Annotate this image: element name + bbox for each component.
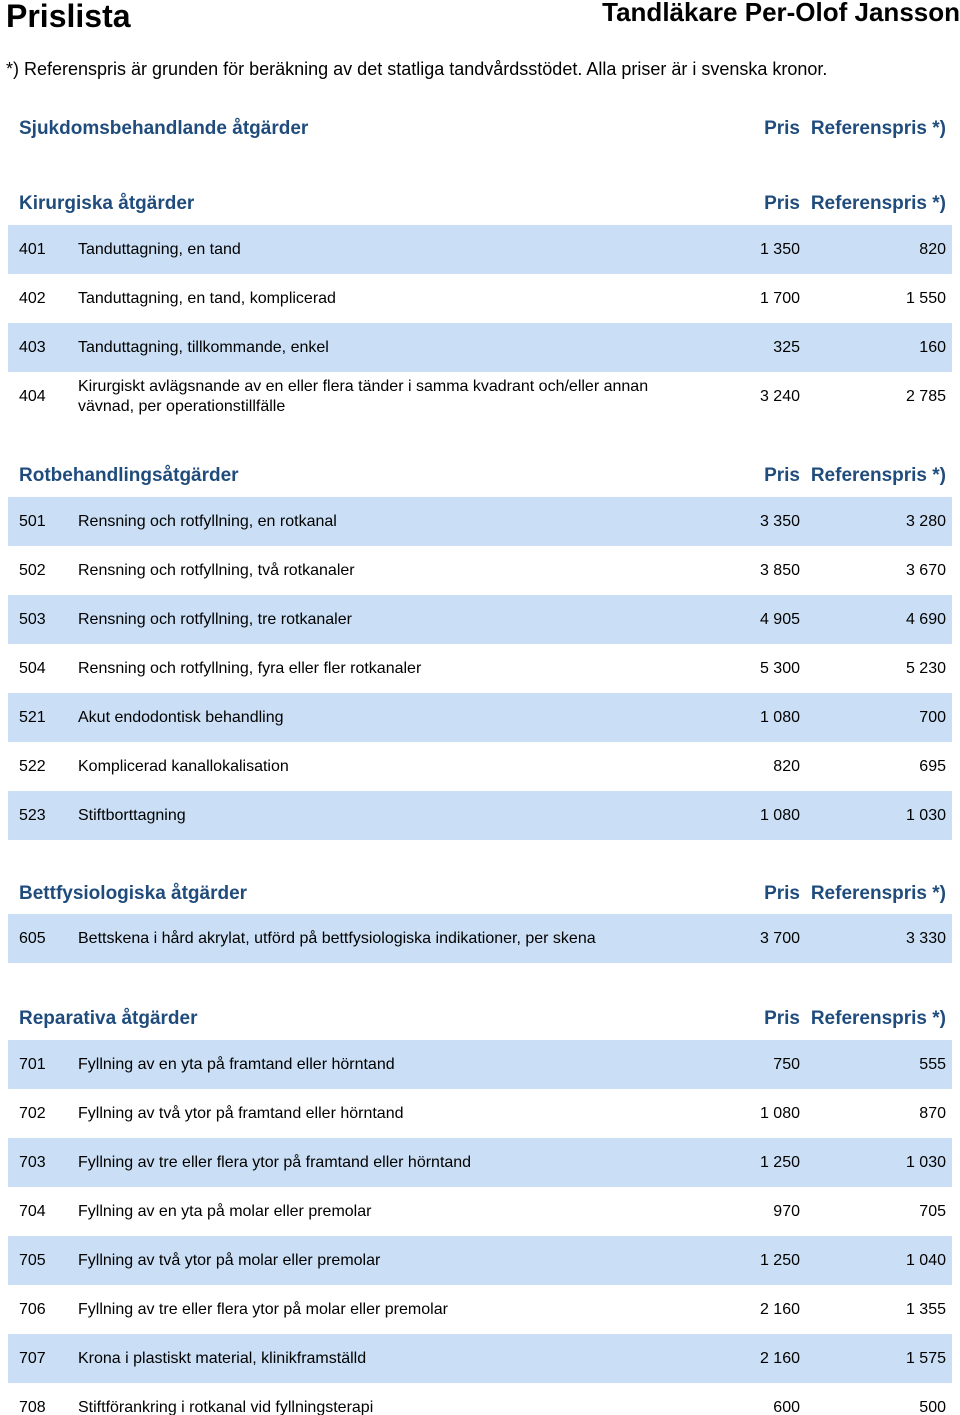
price-value: 3 350 — [759, 512, 800, 530]
reference-price-value: 820 — [919, 240, 946, 258]
price-value: 3 700 — [759, 929, 800, 947]
price-column-header: Pris — [764, 465, 800, 486]
table-row — [8, 791, 952, 840]
treatment-description: Krona i plastiskt material, klinikframställd — [78, 1349, 367, 1367]
table-row — [8, 644, 952, 693]
price-value: 2 160 — [759, 1300, 800, 1318]
treatment-code: 522 — [19, 757, 46, 775]
price-value: 2 160 — [759, 1349, 800, 1367]
footnote: *) Referenspris är grunden för beräkning av det statliga tandvårdsstödet. Alla priser är i svenska kronor. — [6, 59, 828, 79]
reference-price-value: 3 280 — [905, 512, 946, 530]
table-row — [8, 1334, 952, 1383]
reference-price-value: 3 670 — [905, 561, 946, 579]
page-title: Prislista — [6, 0, 131, 34]
price-column-header: Pris — [764, 193, 800, 214]
treatment-code: 702 — [19, 1104, 46, 1122]
treatment-code: 704 — [19, 1202, 46, 1220]
price-value: 820 — [773, 757, 800, 775]
treatment-description: Rensning och rotfyllning, tre rotkanaler — [78, 610, 352, 628]
table-row — [8, 1236, 952, 1285]
section-title: Kirurgiska åtgärder — [19, 193, 195, 214]
price-column-header: Pris — [764, 118, 800, 139]
price-value: 1 080 — [759, 708, 800, 726]
reference-price-value: 1 550 — [905, 289, 946, 307]
treatment-description: Rensning och rotfyllning, en rotkanal — [78, 512, 337, 530]
reference-price-value: 3 330 — [905, 929, 946, 947]
treatment-description: Stiftförankring i rotkanal vid fyllningsterapi — [78, 1398, 374, 1415]
reference-price-value: 700 — [919, 708, 946, 726]
reference-price-value: 1 030 — [905, 806, 946, 824]
section-title: Sjukdomsbehandlande åtgärder — [19, 118, 309, 139]
reference-price-value: 705 — [919, 1202, 946, 1220]
section-header — [8, 463, 952, 493]
table-row — [8, 693, 952, 742]
price-value: 1 080 — [759, 806, 800, 824]
section-header — [8, 116, 952, 146]
table-row — [8, 372, 952, 421]
treatment-description: Rensning och rotfyllning, två rotkanaler — [78, 561, 355, 579]
table-row — [8, 323, 952, 372]
table-row — [8, 1138, 952, 1187]
price-value: 3 240 — [759, 387, 800, 405]
section-header — [8, 191, 952, 221]
treatment-code: 504 — [19, 659, 46, 677]
reference-price-value: 1 355 — [905, 1300, 946, 1318]
reference-price-value: 5 230 — [905, 659, 946, 677]
treatment-description: Stiftborttagning — [78, 806, 186, 824]
reference-price-value: 2 785 — [905, 387, 946, 405]
reference-price-column-header: Referenspris *) — [810, 883, 946, 904]
treatment-code: 401 — [19, 240, 46, 258]
table-row — [8, 1040, 952, 1089]
price-value: 1 250 — [759, 1251, 800, 1269]
treatment-code: 503 — [19, 610, 46, 628]
table-row — [8, 595, 952, 644]
table-row — [8, 1285, 952, 1334]
treatment-code: 521 — [19, 708, 46, 726]
table-row — [8, 225, 952, 274]
treatment-description: Tanduttagning, en tand — [78, 240, 241, 258]
treatment-code: 502 — [19, 561, 46, 579]
treatment-description: Bettskena i hård akrylat, utförd på bettfysiologiska indikationer, per skena — [78, 929, 596, 947]
price-value: 325 — [773, 338, 800, 356]
table-row — [8, 1383, 952, 1415]
price-value: 1 250 — [759, 1153, 800, 1171]
price-value: 970 — [773, 1202, 800, 1220]
reference-price-value: 4 690 — [905, 610, 946, 628]
treatment-description: Komplicerad kanallokalisation — [78, 757, 289, 775]
reference-price-value: 1 040 — [905, 1251, 946, 1269]
treatment-description: Akut endodontisk behandling — [78, 708, 284, 726]
price-value: 1 080 — [759, 1104, 800, 1122]
table-row — [8, 497, 952, 546]
treatment-code: 707 — [19, 1349, 46, 1367]
treatment-code: 403 — [19, 338, 46, 356]
table-row — [8, 1187, 952, 1236]
treatment-description: Fyllning av en yta på molar eller premolar — [78, 1202, 372, 1220]
reference-price-value: 870 — [919, 1104, 946, 1122]
section-header — [8, 1006, 952, 1036]
reference-price-value: 1 575 — [905, 1349, 946, 1367]
price-column-header: Pris — [764, 1008, 800, 1029]
reference-price-value: 555 — [919, 1055, 946, 1073]
section-header — [8, 881, 952, 911]
treatment-description: Fyllning av en yta på framtand eller hörntand — [78, 1055, 395, 1073]
treatment-code: 703 — [19, 1153, 46, 1171]
treatment-code: 501 — [19, 512, 46, 530]
price-column-header: Pris — [764, 883, 800, 904]
price-value: 600 — [773, 1398, 800, 1415]
treatment-description: Fyllning av tre eller flera ytor på framtand eller hörntand — [78, 1153, 472, 1171]
table-row — [8, 742, 952, 791]
reference-price-column-header: Referenspris *) — [810, 465, 946, 486]
section-title: Reparativa åtgärder — [19, 1008, 198, 1029]
treatment-code: 701 — [19, 1055, 46, 1073]
reference-price-column-header: Referenspris *) — [810, 193, 946, 214]
treatment-code: 402 — [19, 289, 46, 307]
treatment-description: Fyllning av två ytor på molar eller premolar — [78, 1251, 381, 1269]
treatment-description: Fyllning av tre eller flera ytor på molar eller premolar — [78, 1300, 448, 1318]
section-title: Rotbehandlingsåtgärder — [19, 465, 239, 486]
treatment-code: 708 — [19, 1398, 46, 1415]
table-row — [8, 546, 952, 595]
reference-price-value: 160 — [919, 338, 946, 356]
treatment-description: Rensning och rotfyllning, fyra eller fler rotkanaler — [78, 659, 422, 677]
table-row — [8, 914, 952, 963]
reference-price-column-header: Referenspris *) — [810, 118, 946, 139]
section-title: Bettfysiologiska åtgärder — [19, 883, 248, 904]
price-value: 5 300 — [759, 659, 800, 677]
table-row — [8, 274, 952, 323]
reference-price-value: 500 — [919, 1398, 946, 1415]
price-value: 1 350 — [759, 240, 800, 258]
price-value: 3 850 — [759, 561, 800, 579]
reference-price-value: 695 — [919, 757, 946, 775]
price-value: 4 905 — [759, 610, 800, 628]
price-value: 1 700 — [759, 289, 800, 307]
table-row — [8, 1089, 952, 1138]
treatment-code: 706 — [19, 1300, 46, 1318]
treatment-code: 605 — [19, 929, 46, 947]
treatment-code: 404 — [19, 387, 46, 405]
clinic-name: Tandläkare Per-Olof Jansson — [602, 0, 960, 27]
treatment-description: Tanduttagning, tillkommande, enkel — [78, 338, 329, 356]
price-value: 750 — [773, 1055, 800, 1073]
treatment-description: Kirurgiskt avlägsnande av en eller flera tänder i samma kvadrant och/eller annan vävnad, per operationstillfälle — [78, 377, 649, 415]
reference-price-column-header: Referenspris *) — [810, 1008, 946, 1029]
treatment-description: Tanduttagning, en tand, komplicerad — [78, 289, 336, 307]
treatment-code: 705 — [19, 1251, 46, 1269]
reference-price-value: 1 030 — [905, 1153, 946, 1171]
treatment-code: 523 — [19, 806, 46, 824]
treatment-description: Fyllning av två ytor på framtand eller hörntand — [78, 1104, 404, 1122]
